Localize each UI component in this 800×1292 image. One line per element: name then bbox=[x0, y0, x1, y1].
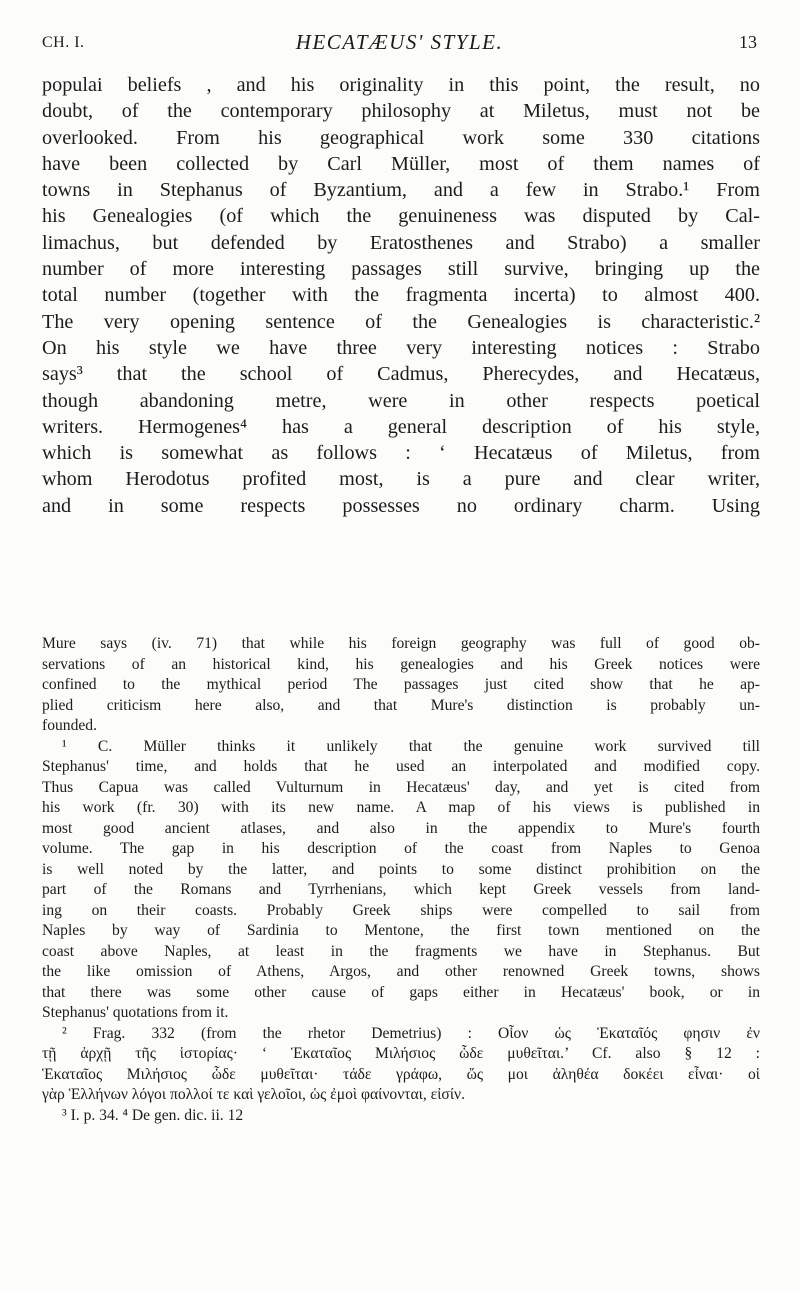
text-line: which is somewhat as follows : ‘ Hecatæus of Miletus, from bbox=[42, 442, 760, 465]
main-text bbox=[42, 72, 760, 519]
footnote-line: coast above Naples, at least in the fragments we have in Stephanus. But bbox=[42, 942, 760, 960]
footnote-line: volume. The gap in his description of the coast from Naples to Genoa bbox=[42, 840, 760, 857]
footnote-line: part of the Romans and Tyrrhenians, which kept Greek vessels from land- bbox=[42, 881, 760, 898]
page-title: HECATÆUS' STYLE. bbox=[295, 30, 504, 54]
footnote-line: plied criticism here also, and that Mure's distinction is probably un- bbox=[42, 696, 760, 714]
page-number: 13 bbox=[739, 32, 757, 52]
footnote-line: that there was some other cause of gaps either in Hecatæus' book, or in bbox=[42, 983, 760, 1001]
footnote-line: his work (fr. 30) with its new name. A map of his views is published in bbox=[42, 799, 760, 816]
text-line: and in some respects possesses no ordinary charm. Using bbox=[42, 494, 760, 517]
text-line: overlooked. From his geographical work some 330 citations bbox=[42, 126, 760, 149]
footnote-line: Naples by way of Sardinia to Mentone, the first town mentioned on the bbox=[42, 922, 760, 939]
text-line: whom Herodotus profited most, is a pure and clear writer, bbox=[42, 468, 760, 491]
text-line: his Genealogies (of which the genuineness was disputed by Cal- bbox=[42, 205, 760, 228]
footnote-line: γὰρ Ἑλλήνων λόγοι πολλοί τε καὶ γελοῖοι, ὡς ἐμοὶ φαίνονται, εἰσίν. bbox=[42, 1086, 465, 1103]
footnote-line: servations of an historical kind, his genealogies and his Greek notices were bbox=[42, 655, 760, 673]
text-line: On his style we have three very interesting notices : Strabo bbox=[42, 336, 760, 359]
footnote-line: τῇ ἀρχῇ τῆς ἱστορίας· ‘ Ἑκαταῖος Μιλήσιος ὧδε μυθεῖται.’ Cf. also § 12 : bbox=[42, 1045, 760, 1062]
text-line: total number (together with the fragmenta incerta) to almost 400. bbox=[42, 284, 760, 307]
text-line: The very opening sentence of the Genealogies is characteristic.² bbox=[42, 310, 760, 333]
footnote-line: ² Frag. 332 (from the rhetor Demetrius) : Οἷον ὡς Ἑκαταῖός φησιν ἐν bbox=[62, 1024, 760, 1042]
footnote-line: Mure says (iv. 71) that while his foreign geography was full of good ob- bbox=[42, 635, 760, 652]
footnote-line: is well noted by the latter, and points to some distinct prohibition on the bbox=[42, 860, 760, 878]
text-line: have been collected by Carl Müller, most of them names of bbox=[42, 152, 760, 175]
footnote-line: ing on their coasts. Probably Greek ships were compelled to sail from bbox=[42, 901, 760, 919]
footnote-line: the like omission of Athens, Argos, and other renowned Greek towns, shows bbox=[42, 963, 760, 980]
text-line: though abandoning metre, were in other respects poetical bbox=[42, 389, 760, 412]
footnotes bbox=[42, 634, 760, 1126]
footnote-line: ³ I. p. 34. ⁴ De gen. dic. ii. 12 bbox=[62, 1106, 244, 1124]
text-line: says³ that the school of Cadmus, Pherecydes, and Hecatæus, bbox=[42, 363, 760, 386]
text-line: writers. Hermogenes⁴ has a general description of his style, bbox=[42, 415, 760, 438]
footnote-line: most good ancient atlases, and also in the appendix to Mure's fourth bbox=[42, 819, 760, 837]
running-head bbox=[42, 28, 757, 58]
text-line: limachus, but defended by Eratosthenes and Strabo) a smaller bbox=[42, 231, 760, 254]
footnote-line: confined to the mythical period The passages just cited show that he ap- bbox=[42, 676, 760, 693]
footnote-line: Stephanus' quotations from it. bbox=[42, 1004, 229, 1021]
footnote-line: ¹ C. Müller thinks it unlikely that the genuine work survived till bbox=[62, 737, 760, 755]
footnote-line: founded. bbox=[42, 717, 97, 734]
footnote-line: Ἑκαταῖος Μιλήσιος ὧδε μυθεῖται· τάδε γράφω, ὥς μοι ἀληθέα δοκέει εἶναι· οἱ bbox=[42, 1065, 760, 1083]
footnote-line: Thus Capua was called Vulturnum in Hecatæus' day, and yet is cited from bbox=[42, 778, 760, 796]
text-line: populai beliefs , and his originality in this point, the result, no bbox=[42, 74, 760, 96]
chapter-label: CH. I. bbox=[42, 34, 85, 51]
text-line: towns in Stephanus of Byzantium, and a few in Strabo.¹ From bbox=[42, 179, 760, 202]
text-line: doubt, of the contemporary philosophy at Miletus, must not be bbox=[42, 100, 760, 123]
text-line: number of more interesting passages still survive, bringing up the bbox=[42, 258, 760, 281]
footnote-line: Stephanus' time, and holds that he used an interpolated and modified copy. bbox=[42, 758, 760, 775]
